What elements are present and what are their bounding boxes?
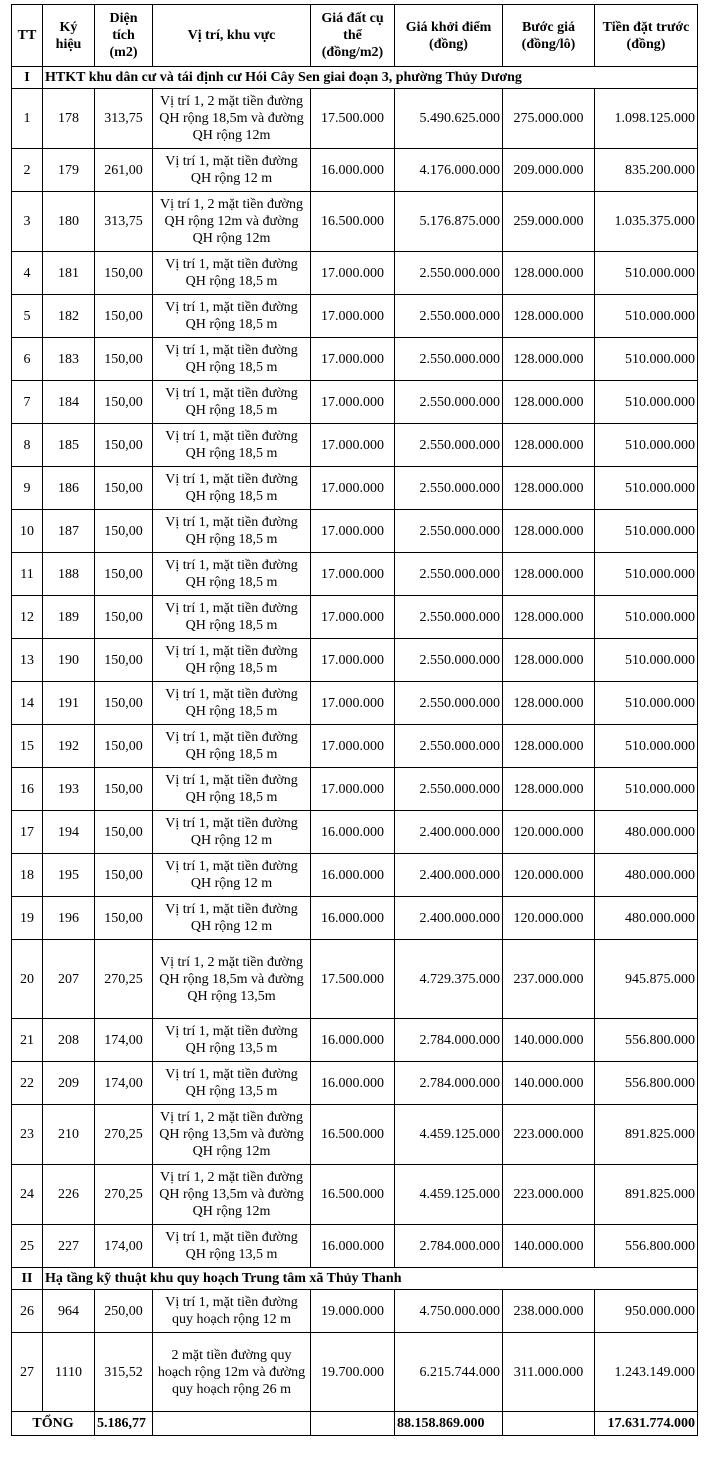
cell-ky-hieu: 187 (43, 510, 95, 553)
cell-vi-tri: Vị trí 1, mặt tiền đường QH rộng 18,5 m (153, 596, 311, 639)
cell-tt: 11 (12, 553, 43, 596)
cell-gia-dat: 16.500.000 (311, 1105, 395, 1165)
cell-dien-tich: 150,00 (95, 682, 153, 725)
cell-dien-tich: 150,00 (95, 854, 153, 897)
cell-ky-hieu: 195 (43, 854, 95, 897)
cell-gia-khoi-diem: 2.550.000.000 (395, 424, 503, 467)
cell-tien-dat-truoc: 510.000.000 (595, 510, 698, 553)
cell-buoc-gia: 128.000.000 (503, 725, 595, 768)
table-row (12, 811, 698, 854)
cell-vi-tri: Vị trí 1, mặt tiền đường QH rộng 18,5 m (153, 725, 311, 768)
cell-tt: 21 (12, 1019, 43, 1062)
table-row (12, 381, 698, 424)
cell-gia-dat: 17.000.000 (311, 338, 395, 381)
cell-ky-hieu: 227 (43, 1225, 95, 1268)
cell-dien-tich: 150,00 (95, 295, 153, 338)
total-empty-cell (311, 1412, 395, 1436)
cell-tt: 14 (12, 682, 43, 725)
table-row (12, 1225, 698, 1268)
cell-dien-tich: 150,00 (95, 596, 153, 639)
cell-ky-hieu: 1110 (43, 1333, 95, 1412)
cell-dien-tich: 150,00 (95, 338, 153, 381)
cell-vi-tri: Vị trí 1, mặt tiền đường QH rộng 18,5 m (153, 553, 311, 596)
cell-vi-tri: Vị trí 1, mặt tiền đường QH rộng 18,5 m (153, 768, 311, 811)
cell-buoc-gia: 128.000.000 (503, 338, 595, 381)
cell-gia-dat: 16.000.000 (311, 811, 395, 854)
cell-vi-tri: Vị trí 1, mặt tiền đường QH rộng 18,5 m (153, 639, 311, 682)
cell-vi-tri: Vị trí 1, mặt tiền đường QH rộng 13,5 m (153, 1019, 311, 1062)
total-tien-dat-truoc: 17.631.774.000 (595, 1412, 698, 1436)
header-tt: TT (12, 5, 43, 67)
cell-vi-tri: Vị trí 1, mặt tiền đường QH rộng 18,5 m (153, 252, 311, 295)
cell-tien-dat-truoc: 1.035.375.000 (595, 192, 698, 252)
total-dien-tich: 5.186,77 (95, 1412, 153, 1436)
cell-dien-tich: 174,00 (95, 1062, 153, 1105)
cell-gia-dat: 17.000.000 (311, 467, 395, 510)
section-number: I (12, 67, 43, 89)
cell-vi-tri: Vị trí 1, mặt tiền đường QH rộng 12 m (153, 149, 311, 192)
cell-tt: 9 (12, 467, 43, 510)
cell-gia-khoi-diem: 2.550.000.000 (395, 768, 503, 811)
header-gia-khoi-diem: Giá khởi điểm (đồng) (395, 5, 503, 67)
land-auction-table (11, 4, 698, 1436)
total-empty-cell (153, 1412, 311, 1436)
cell-dien-tich: 174,00 (95, 1019, 153, 1062)
cell-tien-dat-truoc: 891.825.000 (595, 1165, 698, 1225)
table-row (12, 854, 698, 897)
cell-gia-dat: 17.500.000 (311, 89, 395, 149)
cell-tien-dat-truoc: 510.000.000 (595, 725, 698, 768)
total-empty-cell (503, 1412, 595, 1436)
cell-dien-tich: 315,52 (95, 1333, 153, 1412)
cell-tt: 22 (12, 1062, 43, 1105)
cell-gia-khoi-diem: 2.550.000.000 (395, 467, 503, 510)
table-row (12, 467, 698, 510)
cell-tt: 24 (12, 1165, 43, 1225)
cell-gia-khoi-diem: 2.400.000.000 (395, 854, 503, 897)
section-number: II (12, 1268, 43, 1290)
cell-dien-tich: 270,25 (95, 1105, 153, 1165)
cell-gia-dat: 17.000.000 (311, 639, 395, 682)
cell-buoc-gia: 128.000.000 (503, 596, 595, 639)
cell-tt: 6 (12, 338, 43, 381)
cell-tt: 1 (12, 89, 43, 149)
cell-gia-dat: 16.000.000 (311, 1019, 395, 1062)
table-row (12, 252, 698, 295)
cell-vi-tri: Vị trí 1, mặt tiền đường quy hoạch rộng 12 m (153, 1290, 311, 1333)
cell-dien-tich: 150,00 (95, 252, 153, 295)
cell-dien-tich: 313,75 (95, 89, 153, 149)
table-row (12, 192, 698, 252)
cell-gia-dat: 17.000.000 (311, 252, 395, 295)
cell-ky-hieu: 190 (43, 639, 95, 682)
cell-gia-dat: 17.000.000 (311, 424, 395, 467)
cell-tien-dat-truoc: 510.000.000 (595, 295, 698, 338)
cell-vi-tri: Vị trí 1, 2 mặt tiền đường QH rộng 18,5m và đường QH rộng 13,5m (153, 940, 311, 1019)
cell-ky-hieu: 226 (43, 1165, 95, 1225)
cell-vi-tri: Vị trí 1, mặt tiền đường QH rộng 13,5 m (153, 1062, 311, 1105)
cell-tt: 27 (12, 1333, 43, 1412)
cell-tien-dat-truoc: 510.000.000 (595, 768, 698, 811)
cell-tt: 2 (12, 149, 43, 192)
cell-buoc-gia: 275.000.000 (503, 89, 595, 149)
cell-tien-dat-truoc: 480.000.000 (595, 854, 698, 897)
cell-gia-khoi-diem: 5.176.875.000 (395, 192, 503, 252)
cell-tien-dat-truoc: 510.000.000 (595, 596, 698, 639)
section-title: HTKT khu dân cư và tái định cư Hói Cây Sen giai đoạn 3, phường Thủy Dương (43, 67, 698, 89)
table-row (12, 424, 698, 467)
cell-tien-dat-truoc: 1.098.125.000 (595, 89, 698, 149)
header-row (12, 5, 698, 67)
cell-ky-hieu: 182 (43, 295, 95, 338)
cell-gia-dat: 16.500.000 (311, 192, 395, 252)
cell-tt: 5 (12, 295, 43, 338)
cell-gia-dat: 17.000.000 (311, 510, 395, 553)
cell-tt: 26 (12, 1290, 43, 1333)
section-row (12, 67, 698, 89)
cell-vi-tri: 2 mặt tiền đường quy hoạch rộng 12m và đường quy hoạch rộng 26 m (153, 1333, 311, 1412)
header-gia-dat: Giá đất cụ thể (đồng/m2) (311, 5, 395, 67)
cell-gia-khoi-diem: 5.490.625.000 (395, 89, 503, 149)
header-dien-tich: Diện tích (m2) (95, 5, 153, 67)
cell-buoc-gia: 128.000.000 (503, 553, 595, 596)
cell-buoc-gia: 311.000.000 (503, 1333, 595, 1412)
cell-dien-tich: 150,00 (95, 725, 153, 768)
table-row (12, 897, 698, 940)
cell-vi-tri: Vị trí 1, mặt tiền đường QH rộng 18,5 m (153, 682, 311, 725)
table-row (12, 1165, 698, 1225)
cell-vi-tri: Vị trí 1, mặt tiền đường QH rộng 18,5 m (153, 381, 311, 424)
cell-tien-dat-truoc: 480.000.000 (595, 811, 698, 854)
cell-tt: 10 (12, 510, 43, 553)
cell-ky-hieu: 210 (43, 1105, 95, 1165)
cell-ky-hieu: 181 (43, 252, 95, 295)
cell-gia-dat: 16.000.000 (311, 897, 395, 940)
cell-vi-tri: Vị trí 1, mặt tiền đường QH rộng 12 m (153, 897, 311, 940)
cell-gia-dat: 17.000.000 (311, 596, 395, 639)
cell-gia-khoi-diem: 2.784.000.000 (395, 1225, 503, 1268)
header-ky-hieu: Ký hiệu (43, 5, 95, 67)
cell-tt: 16 (12, 768, 43, 811)
cell-tien-dat-truoc: 510.000.000 (595, 381, 698, 424)
table-row (12, 596, 698, 639)
cell-gia-khoi-diem: 2.400.000.000 (395, 811, 503, 854)
table-row (12, 295, 698, 338)
header-vi-tri: Vị trí, khu vực (153, 5, 311, 67)
cell-tien-dat-truoc: 950.000.000 (595, 1290, 698, 1333)
cell-buoc-gia: 128.000.000 (503, 381, 595, 424)
total-row (12, 1412, 698, 1436)
cell-tt: 12 (12, 596, 43, 639)
cell-gia-dat: 17.000.000 (311, 553, 395, 596)
cell-gia-khoi-diem: 2.400.000.000 (395, 897, 503, 940)
cell-ky-hieu: 186 (43, 467, 95, 510)
cell-gia-dat: 16.000.000 (311, 854, 395, 897)
cell-gia-dat: 16.500.000 (311, 1165, 395, 1225)
cell-gia-khoi-diem: 2.550.000.000 (395, 553, 503, 596)
cell-gia-dat: 17.500.000 (311, 940, 395, 1019)
table-row (12, 338, 698, 381)
cell-gia-dat: 17.000.000 (311, 725, 395, 768)
cell-ky-hieu: 192 (43, 725, 95, 768)
cell-gia-khoi-diem: 4.750.000.000 (395, 1290, 503, 1333)
cell-tt: 19 (12, 897, 43, 940)
cell-buoc-gia: 128.000.000 (503, 467, 595, 510)
cell-buoc-gia: 128.000.000 (503, 682, 595, 725)
cell-gia-khoi-diem: 2.550.000.000 (395, 252, 503, 295)
cell-vi-tri: Vị trí 1, mặt tiền đường QH rộng 12 m (153, 854, 311, 897)
cell-tien-dat-truoc: 556.800.000 (595, 1062, 698, 1105)
cell-vi-tri: Vị trí 1, mặt tiền đường QH rộng 12 m (153, 811, 311, 854)
cell-ky-hieu: 193 (43, 768, 95, 811)
table-row (12, 553, 698, 596)
cell-buoc-gia: 128.000.000 (503, 510, 595, 553)
cell-dien-tich: 313,75 (95, 192, 153, 252)
cell-gia-khoi-diem: 4.176.000.000 (395, 149, 503, 192)
table-row (12, 639, 698, 682)
cell-dien-tich: 261,00 (95, 149, 153, 192)
cell-tt: 7 (12, 381, 43, 424)
cell-gia-khoi-diem: 2.550.000.000 (395, 725, 503, 768)
cell-gia-khoi-diem: 2.550.000.000 (395, 596, 503, 639)
cell-buoc-gia: 128.000.000 (503, 639, 595, 682)
cell-gia-dat: 17.000.000 (311, 682, 395, 725)
cell-ky-hieu: 209 (43, 1062, 95, 1105)
cell-dien-tich: 150,00 (95, 381, 153, 424)
cell-gia-khoi-diem: 2.784.000.000 (395, 1019, 503, 1062)
cell-vi-tri: Vị trí 1, mặt tiền đường QH rộng 18,5 m (153, 467, 311, 510)
cell-tt: 8 (12, 424, 43, 467)
cell-ky-hieu: 189 (43, 596, 95, 639)
cell-dien-tich: 270,25 (95, 1165, 153, 1225)
cell-tien-dat-truoc: 510.000.000 (595, 424, 698, 467)
cell-dien-tich: 150,00 (95, 510, 153, 553)
cell-tien-dat-truoc: 510.000.000 (595, 682, 698, 725)
cell-vi-tri: Vị trí 1, 2 mặt tiền đường QH rộng 18,5m và đường QH rộng 12m (153, 89, 311, 149)
cell-dien-tich: 174,00 (95, 1225, 153, 1268)
cell-gia-khoi-diem: 2.550.000.000 (395, 381, 503, 424)
cell-gia-dat: 17.000.000 (311, 381, 395, 424)
cell-vi-tri: Vị trí 1, mặt tiền đường QH rộng 18,5 m (153, 295, 311, 338)
table-row (12, 1105, 698, 1165)
cell-tt: 20 (12, 940, 43, 1019)
cell-tien-dat-truoc: 510.000.000 (595, 338, 698, 381)
cell-ky-hieu: 191 (43, 682, 95, 725)
cell-gia-khoi-diem: 2.784.000.000 (395, 1062, 503, 1105)
table-row (12, 510, 698, 553)
cell-tien-dat-truoc: 1.243.149.000 (595, 1333, 698, 1412)
table-row (12, 89, 698, 149)
table-row (12, 1019, 698, 1062)
cell-gia-khoi-diem: 2.550.000.000 (395, 639, 503, 682)
cell-dien-tich: 150,00 (95, 811, 153, 854)
cell-ky-hieu: 179 (43, 149, 95, 192)
cell-buoc-gia: 140.000.000 (503, 1062, 595, 1105)
table-row (12, 725, 698, 768)
cell-ky-hieu: 207 (43, 940, 95, 1019)
table-row (12, 682, 698, 725)
cell-gia-dat: 16.000.000 (311, 149, 395, 192)
cell-tien-dat-truoc: 510.000.000 (595, 467, 698, 510)
cell-gia-khoi-diem: 2.550.000.000 (395, 510, 503, 553)
table-row (12, 768, 698, 811)
cell-buoc-gia: 237.000.000 (503, 940, 595, 1019)
cell-gia-dat: 17.000.000 (311, 295, 395, 338)
cell-buoc-gia: 209.000.000 (503, 149, 595, 192)
cell-ky-hieu: 188 (43, 553, 95, 596)
cell-buoc-gia: 120.000.000 (503, 854, 595, 897)
cell-gia-khoi-diem: 4.729.375.000 (395, 940, 503, 1019)
table-row (12, 1290, 698, 1333)
cell-buoc-gia: 120.000.000 (503, 897, 595, 940)
cell-dien-tich: 150,00 (95, 639, 153, 682)
cell-tien-dat-truoc: 480.000.000 (595, 897, 698, 940)
cell-tien-dat-truoc: 945.875.000 (595, 940, 698, 1019)
cell-tien-dat-truoc: 556.800.000 (595, 1019, 698, 1062)
total-label: TỔNG (12, 1412, 95, 1436)
cell-dien-tich: 250,00 (95, 1290, 153, 1333)
table-row (12, 1062, 698, 1105)
cell-ky-hieu: 194 (43, 811, 95, 854)
cell-gia-dat: 17.000.000 (311, 768, 395, 811)
cell-tt: 13 (12, 639, 43, 682)
cell-gia-khoi-diem: 2.550.000.000 (395, 682, 503, 725)
cell-vi-tri: Vị trí 1, 2 mặt tiền đường QH rộng 13,5m và đường QH rộng 12m (153, 1165, 311, 1225)
cell-buoc-gia: 128.000.000 (503, 295, 595, 338)
table-body (12, 67, 698, 1412)
section-title: Hạ tầng kỹ thuật khu quy hoạch Trung tâm xã Thủy Thanh (43, 1268, 698, 1290)
cell-buoc-gia: 140.000.000 (503, 1225, 595, 1268)
header-buoc-gia: Bước giá (đồng/lô) (503, 5, 595, 67)
cell-vi-tri: Vị trí 1, 2 mặt tiền đường QH rộng 13,5m và đường QH rộng 12m (153, 1105, 311, 1165)
cell-tien-dat-truoc: 891.825.000 (595, 1105, 698, 1165)
cell-gia-dat: 16.000.000 (311, 1225, 395, 1268)
total-gia-khoi-diem: 88.158.869.000 (395, 1412, 503, 1436)
cell-tt: 25 (12, 1225, 43, 1268)
cell-tien-dat-truoc: 835.200.000 (595, 149, 698, 192)
cell-gia-dat: 16.000.000 (311, 1062, 395, 1105)
cell-vi-tri: Vị trí 1, 2 mặt tiền đường QH rộng 12m và đường QH rộng 12m (153, 192, 311, 252)
cell-gia-dat: 19.000.000 (311, 1290, 395, 1333)
header-tien-dat-truoc: Tiền đặt trước (đồng) (595, 5, 698, 67)
cell-dien-tich: 150,00 (95, 424, 153, 467)
table-row (12, 940, 698, 1019)
table-row (12, 149, 698, 192)
cell-tt: 18 (12, 854, 43, 897)
cell-dien-tich: 150,00 (95, 768, 153, 811)
cell-ky-hieu: 208 (43, 1019, 95, 1062)
cell-buoc-gia: 238.000.000 (503, 1290, 595, 1333)
cell-ky-hieu: 196 (43, 897, 95, 940)
cell-dien-tich: 150,00 (95, 553, 153, 596)
cell-dien-tich: 150,00 (95, 897, 153, 940)
cell-ky-hieu: 184 (43, 381, 95, 424)
cell-vi-tri: Vị trí 1, mặt tiền đường QH rộng 18,5 m (153, 424, 311, 467)
cell-tt: 3 (12, 192, 43, 252)
cell-ky-hieu: 178 (43, 89, 95, 149)
section-row (12, 1268, 698, 1290)
cell-tien-dat-truoc: 510.000.000 (595, 252, 698, 295)
cell-tien-dat-truoc: 556.800.000 (595, 1225, 698, 1268)
cell-tt: 15 (12, 725, 43, 768)
cell-vi-tri: Vị trí 1, mặt tiền đường QH rộng 18,5 m (153, 510, 311, 553)
cell-ky-hieu: 180 (43, 192, 95, 252)
cell-tien-dat-truoc: 510.000.000 (595, 639, 698, 682)
cell-buoc-gia: 223.000.000 (503, 1105, 595, 1165)
cell-vi-tri: Vị trí 1, mặt tiền đường QH rộng 18,5 m (153, 338, 311, 381)
cell-buoc-gia: 128.000.000 (503, 252, 595, 295)
cell-buoc-gia: 128.000.000 (503, 424, 595, 467)
cell-ky-hieu: 964 (43, 1290, 95, 1333)
cell-ky-hieu: 185 (43, 424, 95, 467)
cell-gia-dat: 19.700.000 (311, 1333, 395, 1412)
cell-buoc-gia: 120.000.000 (503, 811, 595, 854)
table-row (12, 1333, 698, 1412)
cell-buoc-gia: 223.000.000 (503, 1165, 595, 1225)
cell-tt: 17 (12, 811, 43, 854)
cell-ky-hieu: 183 (43, 338, 95, 381)
cell-buoc-gia: 140.000.000 (503, 1019, 595, 1062)
cell-tien-dat-truoc: 510.000.000 (595, 553, 698, 596)
cell-gia-khoi-diem: 6.215.744.000 (395, 1333, 503, 1412)
cell-vi-tri: Vị trí 1, mặt tiền đường QH rộng 13,5 m (153, 1225, 311, 1268)
cell-buoc-gia: 128.000.000 (503, 768, 595, 811)
cell-tt: 4 (12, 252, 43, 295)
cell-gia-khoi-diem: 2.550.000.000 (395, 295, 503, 338)
cell-tt: 23 (12, 1105, 43, 1165)
cell-gia-khoi-diem: 4.459.125.000 (395, 1165, 503, 1225)
cell-dien-tich: 270,25 (95, 940, 153, 1019)
cell-buoc-gia: 259.000.000 (503, 192, 595, 252)
cell-gia-khoi-diem: 4.459.125.000 (395, 1105, 503, 1165)
cell-dien-tich: 150,00 (95, 467, 153, 510)
cell-gia-khoi-diem: 2.550.000.000 (395, 338, 503, 381)
